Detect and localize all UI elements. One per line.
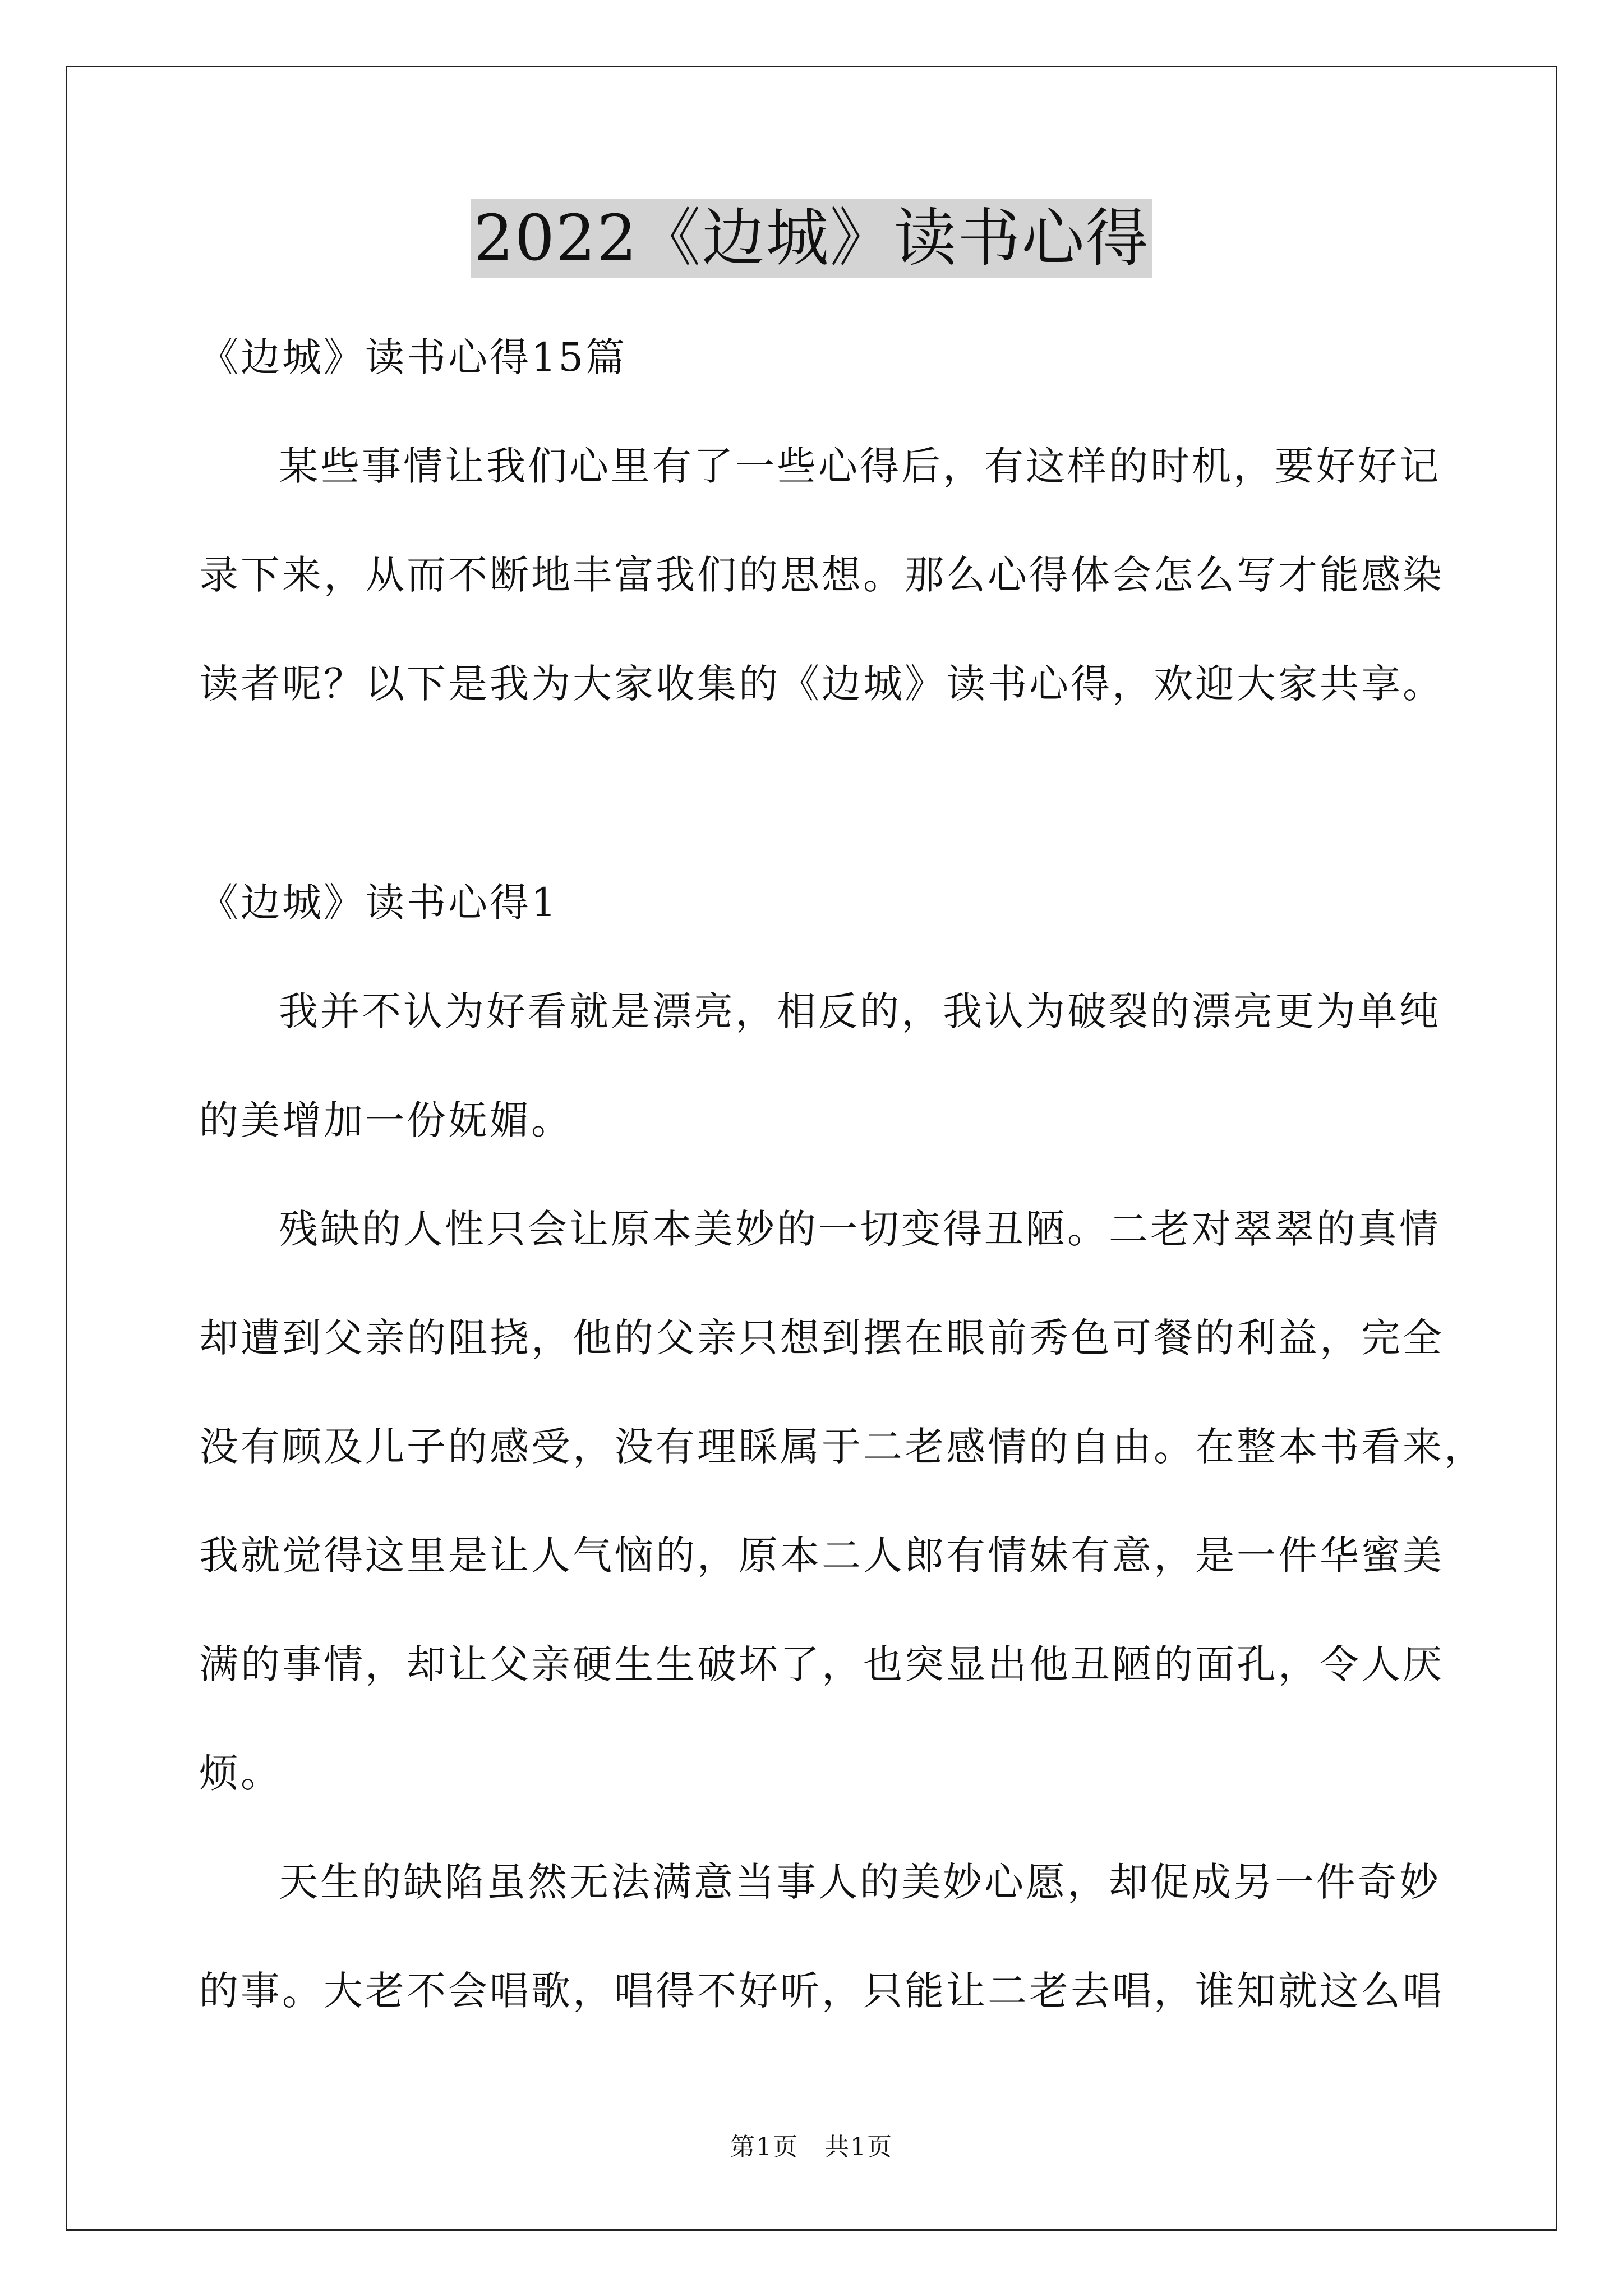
paragraph-line: 烦。 [199,1750,282,1796]
intro-line: 某些事情让我们心里有了一些心得后，有这样的时机，要好好记 [279,443,1441,489]
title-container [0,199,1623,278]
page-footer: 第1页 共1页 [730,2133,893,2161]
paragraph-line: 的美增加一份妩媚。 [199,1097,573,1143]
intro-line: 读者呢？以下是我为大家收集的《边城》读书心得，欢迎大家共享。 [199,661,1444,707]
document-body [199,303,1486,2045]
document-title: 2022《边城》读书心得 [471,199,1151,278]
paragraph-line: 却遭到父亲的阻挠，他的父亲只想到摆在眼前秀色可餐的利益，完全 [199,1315,1444,1361]
paragraph-line: 天生的缺陷虽然无法满意当事人的美妙心愿，却促成另一件奇妙 [279,1859,1441,1905]
paragraph-line: 我就觉得这里是让人气恼的，原本二人郎有情妹有意，是一件华蜜美 [199,1533,1444,1579]
paragraph-line: 我并不认为好看就是漂亮，相反的，我认为破裂的漂亮更为单纯 [279,988,1441,1034]
paragraph-line: 满的事情，却让父亲硬生生破坏了，也突显出他丑陋的面孔，令人厌 [199,1641,1444,1687]
intro-line: 录下来，从而不断地丰富我们的思想。那么心得体会怎么写才能感染 [199,552,1444,598]
subtitle: 《边城》读书心得15篇 [199,334,628,380]
paragraph-line: 的事。大老不会唱歌，唱得不好听，只能让二老去唱，谁知就这么唱 [199,1968,1444,2014]
paragraph-line: 残缺的人性只会让原本美妙的一切变得丑陋。二老对翠翠的真情 [279,1206,1441,1252]
section-heading: 《边城》读书心得1 [199,880,559,926]
paragraph-line: 没有顾及儿子的感受，没有理睬属于二老感情的自由。在整本书看来， [199,1424,1486,1470]
spacer [199,738,1427,848]
